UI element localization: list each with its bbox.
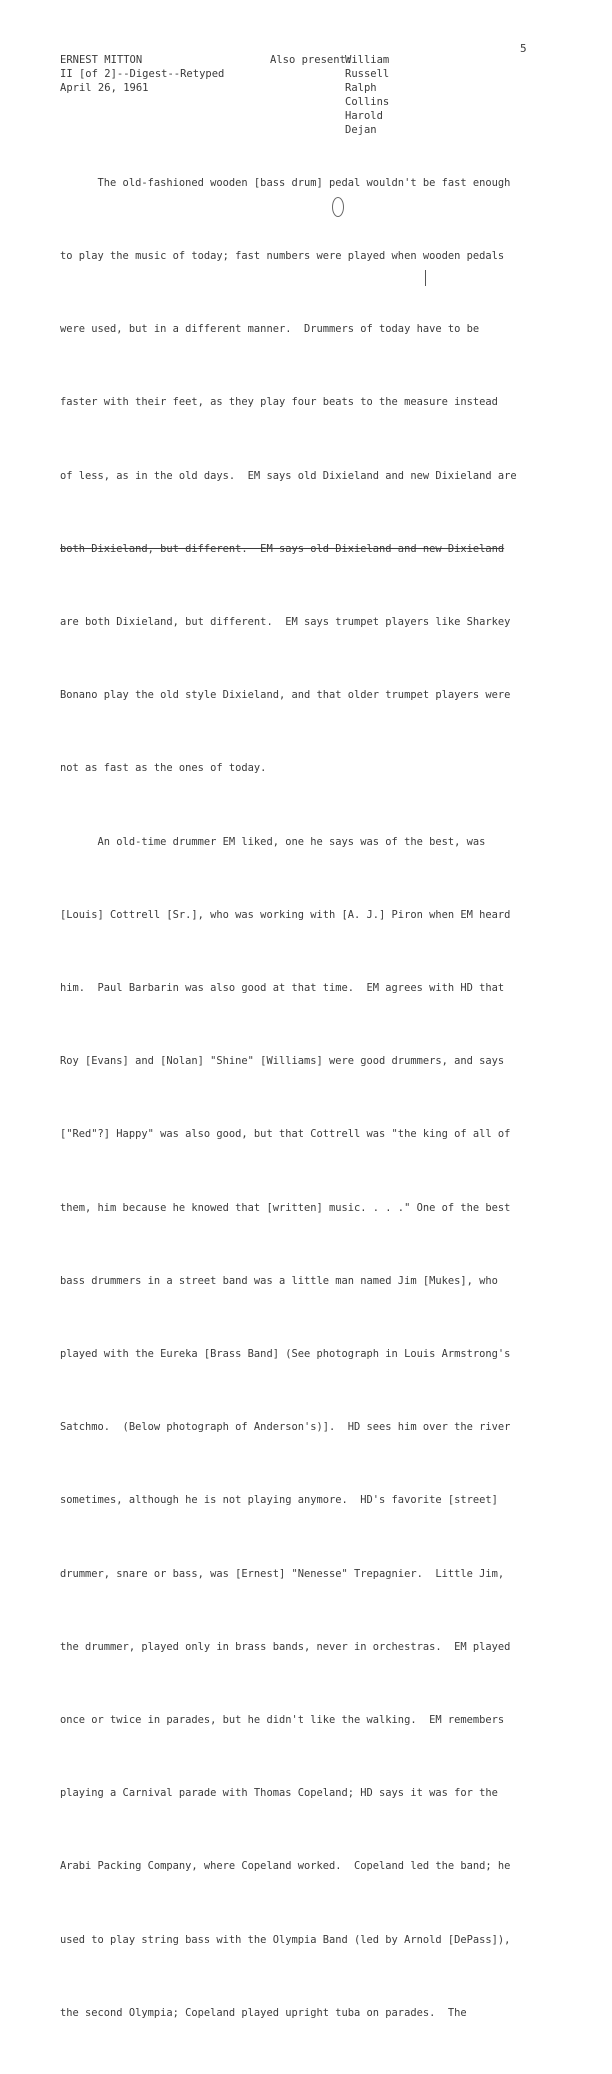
text-line: were used, but in a different manner. Drummers of today have to be: [60, 323, 480, 336]
page-number: 5: [520, 42, 527, 55]
interviewee-name: ERNEST MITTON: [60, 54, 143, 66]
present-name: William Russell: [345, 54, 390, 80]
text-line: Roy [Evans] and [Nolan] "Shine" [Williams] were good drummers, and says: [60, 1055, 505, 1068]
text-line: once or twice in parades, but he didn't like the walking. EM remembers: [60, 1714, 505, 1727]
reel-info: II [of 2]--Digest--Retyped: [60, 68, 225, 80]
present-name: Harold Dejan: [345, 110, 383, 136]
text-line: to play the music of today; fast numbers were played when wooden pedals: [60, 250, 505, 263]
text-line: Bonano play the old style Dixieland, and that older trumpet players were: [60, 689, 511, 702]
text-line: drummer, snare or bass, was [Ernest] "Nenesse" Trepagnier. Little Jim,: [60, 1567, 505, 1580]
text-line: him. Paul Barbarin was also good at that time. EM agrees with HD that: [60, 982, 505, 995]
text-line: the drummer, played only in brass bands, never in orchestras. EM played: [60, 1640, 511, 1653]
transcript-body: [60, 122, 530, 2074]
text-line: [Louis] Cottrell [Sr.], who was working with [A. J.] Piron when EM heard: [60, 908, 511, 921]
text-line: Satchmo. (Below photograph of Anderson's)]. HD sees him over the river: [60, 1421, 511, 1434]
text-line: are both Dixieland, but different. EM says trumpet players like Sharkey: [60, 616, 511, 629]
text-line: Arabi Packing Company, where Copeland worked. Copeland led the band; he: [60, 1860, 511, 1873]
text-line: not as fast as the ones of today.: [60, 762, 267, 775]
text-line: the second Olympia; Copeland played upright tuba on parades. The: [60, 2006, 467, 2019]
handwritten-insert-mark: [425, 270, 426, 286]
text-line: faster with their feet, as they play four beats to the measure instead: [60, 396, 498, 409]
text-line: bass drummers in a street band was a little man named Jim [Mukes], who: [60, 1274, 498, 1287]
text-line: played with the Eureka [Brass Band] (See photograph in Louis Armstrong's: [60, 1348, 511, 1361]
also-present-label: Also present:: [270, 54, 353, 66]
handwritten-circle-mark: [332, 197, 344, 217]
interview-date: April 26, 1961: [60, 82, 149, 94]
text-line: of less, as in the old days. EM says old Dixieland and new Dixieland are: [60, 469, 517, 482]
present-name: Ralph Collins: [345, 82, 390, 108]
text-line: ["Red"?] Happy" was also good, but that Cottrell was "the king of all of: [60, 1128, 511, 1141]
header-right-block: [270, 53, 390, 136]
struck-text-line: both Dixieland, but different. EM says old Dixieland and new Dixieland: [60, 542, 505, 555]
text-line: sometimes, although he is not playing anymore. HD's favorite [street]: [60, 1494, 498, 1507]
text-line: An old-time drummer EM liked, one he says was of the best, was: [60, 835, 486, 848]
text-line: used to play string bass with the Olympia Band (led by Arnold [DePass]),: [60, 1933, 511, 1946]
text-line: them, him because he knowed that [written] music. . . ." One of the best: [60, 1201, 511, 1214]
text-line: playing a Carnival parade with Thomas Copeland; HD says it was for the: [60, 1787, 498, 1800]
text-line: The old-fashioned wooden [bass drum] pedal wouldn't be fast enough: [60, 176, 511, 189]
header-left-block: [60, 53, 224, 95]
